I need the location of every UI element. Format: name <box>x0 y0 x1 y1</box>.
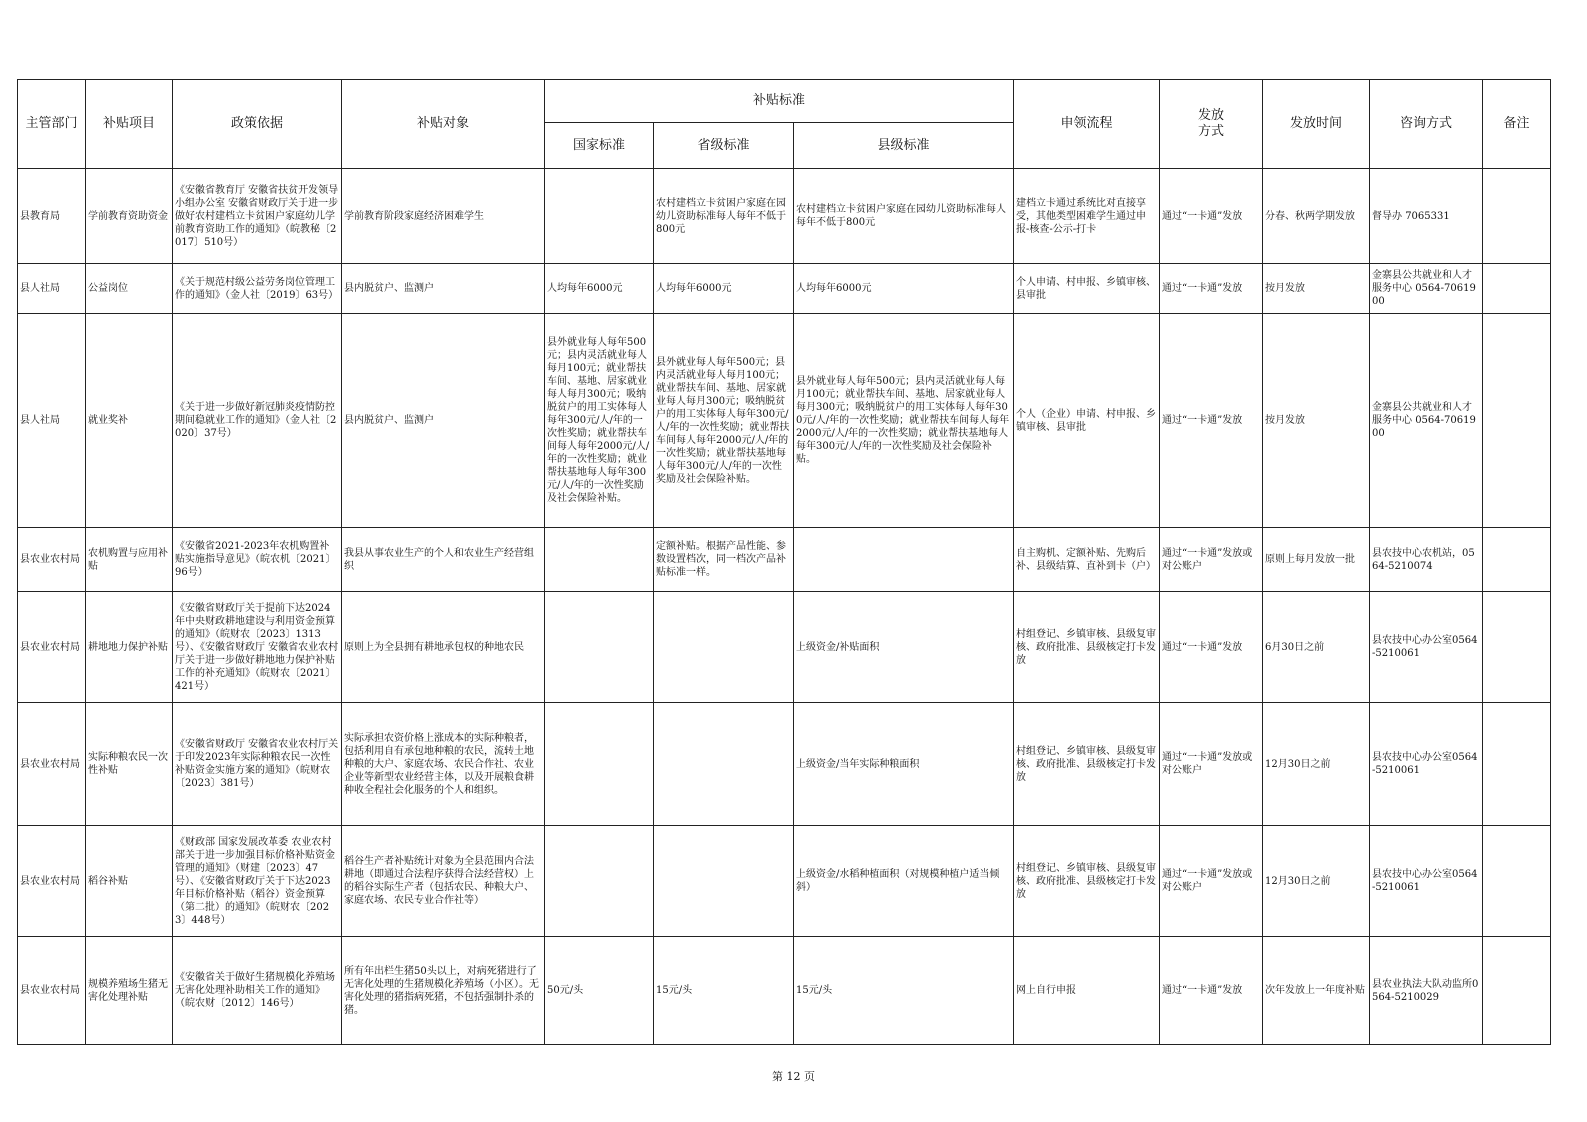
cell-method: 通过“一卡通”发放 <box>1160 592 1263 703</box>
cell-county: 农村建档立卡贫困户家庭在园幼儿资助标准每人每年不低于800元 <box>794 169 1014 264</box>
cell-national: 50元/头 <box>545 937 654 1045</box>
cell-contact: 金寨县公共就业和人才服务中心 0564-7061900 <box>1370 264 1483 314</box>
cell-dept: 县农业农村局 <box>18 528 86 592</box>
cell-method: 通过“一卡通”发放或对公账户 <box>1160 826 1263 937</box>
cell-item: 规模养殖场生猪无害化处理补贴 <box>86 937 173 1045</box>
table-row <box>18 592 1551 703</box>
header-process: 申领流程 <box>1014 80 1160 169</box>
cell-item: 稻谷补贴 <box>86 826 173 937</box>
header-dept: 主管部门 <box>18 80 86 169</box>
cell-provincial <box>654 826 794 937</box>
cell-contact: 督导办 7065331 <box>1370 169 1483 264</box>
cell-item: 学前教育资助资金 <box>86 169 173 264</box>
header-item: 补贴项目 <box>86 80 173 169</box>
cell-county: 人均每年6000元 <box>794 264 1014 314</box>
cell-remark <box>1483 528 1551 592</box>
cell-national <box>545 826 654 937</box>
cell-time: 6月30日之前 <box>1263 592 1370 703</box>
cell-county: 15元/头 <box>794 937 1014 1045</box>
cell-county: 县外就业每人每年500元；县内灵活就业每人每月100元；就业帮扶车间、基地、居家就业每人每月300元；吸纳脱贫户的用工实体每人每年300元/人/年的一次性奖励；就业帮扶车间每人每年2000元/人/年的一次性奖励；就业帮扶基地每人每年300元/人/年的一次性奖励及社会保险补贴。 <box>794 314 1014 528</box>
cell-time: 次年发放上一年度补贴 <box>1263 937 1370 1045</box>
cell-county: 上级资金/当年实际种粮面积 <box>794 703 1014 826</box>
header-national: 国家标准 <box>545 123 654 169</box>
cell-remark <box>1483 937 1551 1045</box>
cell-time: 12月30日之前 <box>1263 826 1370 937</box>
cell-method: 通过“一卡通”发放或对公账户 <box>1160 528 1263 592</box>
cell-dept: 县人社局 <box>18 314 86 528</box>
cell-process: 自主购机、定额补贴、先购后补、县级结算、直补到卡（户） <box>1014 528 1160 592</box>
cell-remark <box>1483 264 1551 314</box>
cell-item: 就业奖补 <box>86 314 173 528</box>
cell-target: 县内脱贫户、监测户 <box>342 264 545 314</box>
cell-policy: 《关于规范村级公益劳务岗位管理工作的通知》（金人社〔2019〕63号） <box>173 264 342 314</box>
cell-national: 县外就业每人每年500元；县内灵活就业每人每月100元；就业帮扶车间、基地、居家就业每人每月300元；吸纳脱贫户的用工实体每人每年300元/人/年的一次性奖励；就业帮扶车间每人每年2000元/人/年的一次性奖励；就业帮扶基地每人每年300元/人/年的一次性奖励及社会保险补贴。 <box>545 314 654 528</box>
cell-provincial <box>654 703 794 826</box>
table-row <box>18 264 1551 314</box>
cell-item: 实际种粮农民一次性补贴 <box>86 703 173 826</box>
cell-method: 通过“一卡通”发放或对公账户 <box>1160 703 1263 826</box>
cell-national: 人均每年6000元 <box>545 264 654 314</box>
cell-contact: 金寨县公共就业和人才服务中心 0564-7061900 <box>1370 314 1483 528</box>
cell-time: 12月30日之前 <box>1263 703 1370 826</box>
cell-process: 村组登记、乡镇审核、县级复审核、政府批准、县级核定打卡发放 <box>1014 703 1160 826</box>
cell-dept: 县教育局 <box>18 169 86 264</box>
header-county: 县级标准 <box>794 123 1014 169</box>
cell-policy: 《安徽省财政厅关于提前下达2024年中央财政耕地建设与利用资金预算的通知》（皖财农〔2023〕1313号）、《安徽省财政厅 安徽省农业农村厅关于进一步做好耕地地力保护补贴工作的补充通知》（皖财农〔2021〕421号） <box>173 592 342 703</box>
cell-item: 农机购置与应用补贴 <box>86 528 173 592</box>
cell-policy: 《安徽省财政厅 安徽省农业农村厅关于印发2023年实际种粮农民一次性补贴资金实施方案的通知》（皖财农〔2023〕381号） <box>173 703 342 826</box>
cell-provincial: 县外就业每人每年500元；县内灵活就业每人每月100元；就业帮扶车间、基地、居家就业每人每月300元；吸纳脱贫户的用工实体每人每年300元/人/年的一次性奖励；就业帮扶车间每人每年2000元/人/年的一次性奖励；就业帮扶基地每人每年300元/人/年的一次性奖励及社会保险补贴。 <box>654 314 794 528</box>
cell-target: 实际承担农资价格上涨成本的实际种粮者，包括利用自有承包地种粮的农民，流转土地种粮的大户、家庭农场、农民合作社、农业企业等新型农业经营主体，以及开展粮食耕种收全程社会化服务的个人和组织。 <box>342 703 545 826</box>
cell-process: 村组登记、乡镇审核、县级复审核、政府批准、县级核定打卡发放 <box>1014 592 1160 703</box>
cell-process: 村组登记、乡镇审核、县级复审核、政府批准、县级核定打卡发放 <box>1014 826 1160 937</box>
cell-county: 上级资金/补贴面积 <box>794 592 1014 703</box>
header-method: 发放 方式 <box>1160 80 1263 169</box>
cell-contact: 县农技中心农机站，0564-5210074 <box>1370 528 1483 592</box>
table-row <box>18 703 1551 826</box>
cell-national <box>545 703 654 826</box>
cell-provincial: 15元/头 <box>654 937 794 1045</box>
cell-contact: 县农技中心办公室0564-5210061 <box>1370 703 1483 826</box>
page-number: 第 12 页 <box>772 1070 815 1083</box>
header-provincial: 省级标准 <box>654 123 794 169</box>
cell-provincial: 人均每年6000元 <box>654 264 794 314</box>
cell-contact: 县农技中心办公室0564-5210061 <box>1370 592 1483 703</box>
table-row <box>18 169 1551 264</box>
cell-policy: 《安徽省2021-2023年农机购置补贴实施指导意见》（皖农机〔2021〕96号） <box>173 528 342 592</box>
cell-time: 按月发放 <box>1263 264 1370 314</box>
cell-national <box>545 592 654 703</box>
header-contact: 咨询方式 <box>1370 80 1483 169</box>
cell-item: 公益岗位 <box>86 264 173 314</box>
cell-provincial: 定额补贴。根据产品性能、参数设置档次，同一档次产品补贴标准一样。 <box>654 528 794 592</box>
cell-contact: 县农技中心办公室0564-5210061 <box>1370 826 1483 937</box>
cell-dept: 县人社局 <box>18 264 86 314</box>
cell-policy: 《安徽省教育厅 安徽省扶贫开发领导小组办公室 安徽省财政厅关于进一步做好农村建档立卡贫困户家庭幼儿学前教育资助工作的通知》（皖教秘〔2017〕510号） <box>173 169 342 264</box>
table-row <box>18 937 1551 1045</box>
cell-time: 原则上每月发放一批 <box>1263 528 1370 592</box>
cell-policy: 《安徽省关于做好生猪规模化养殖场无害化处理补助相关工作的通知》（皖农财〔2012〕146号） <box>173 937 342 1045</box>
cell-dept: 县农业农村局 <box>18 703 86 826</box>
cell-method: 通过“一卡通”发放 <box>1160 937 1263 1045</box>
header-remark: 备注 <box>1483 80 1551 169</box>
cell-policy: 《关于进一步做好新冠肺炎疫情防控期间稳就业工作的通知》（金人社〔2020〕37号） <box>173 314 342 528</box>
cell-target: 县内脱贫户、监测户 <box>342 314 545 528</box>
cell-process: 个人（企业）申请、村申报、乡镇审核、县审批 <box>1014 314 1160 528</box>
cell-dept: 县农业农村局 <box>18 937 86 1045</box>
cell-remark <box>1483 169 1551 264</box>
cell-target: 稻谷生产者补贴统计对象为全县范围内合法耕地（即通过合法程序获得合法经营权）上的稻谷实际生产者（包括农民、种粮大户、家庭农场、农民专业合作社等） <box>342 826 545 937</box>
cell-provincial: 农村建档立卡贫困户家庭在园幼儿资助标准每人每年不低于800元 <box>654 169 794 264</box>
cell-national <box>545 169 654 264</box>
table-row <box>18 826 1551 937</box>
cell-policy: 《财政部 国家发展改革委 农业农村部关于进一步加强目标价格补贴资金管理的通知》（财建〔2023〕47号）、《安徽省财政厅关于下达2023年目标价格补贴（稻谷）资金预算（第二批）的通知》（皖财农〔2023〕448号） <box>173 826 342 937</box>
cell-time: 分春、秋两学期发放 <box>1263 169 1370 264</box>
cell-remark <box>1483 826 1551 937</box>
cell-provincial <box>654 592 794 703</box>
cell-target: 学前教育阶段家庭经济困难学生 <box>342 169 545 264</box>
table-row <box>18 314 1551 528</box>
cell-method: 通过“一卡通”发放 <box>1160 169 1263 264</box>
cell-target: 原则上为全县拥有耕地承包权的种地农民 <box>342 592 545 703</box>
header-policy: 政策依据 <box>173 80 342 169</box>
cell-county <box>794 528 1014 592</box>
cell-dept: 县农业农村局 <box>18 826 86 937</box>
cell-remark <box>1483 314 1551 528</box>
header-standard: 补贴标准 <box>545 80 1014 123</box>
header-target: 补贴对象 <box>342 80 545 169</box>
cell-contact: 县农业执法大队动监所0564-5210029 <box>1370 937 1483 1045</box>
cell-time: 按月发放 <box>1263 314 1370 528</box>
cell-item: 耕地地力保护补贴 <box>86 592 173 703</box>
cell-national <box>545 528 654 592</box>
table-row <box>18 528 1551 592</box>
cell-process: 建档立卡通过系统比对直接享受，其他类型困难学生通过申报-核查-公示-打卡 <box>1014 169 1160 264</box>
cell-process: 个人申请、村申报、乡镇审核、县审批 <box>1014 264 1160 314</box>
cell-remark <box>1483 703 1551 826</box>
cell-remark <box>1483 592 1551 703</box>
subsidy-table <box>17 79 1551 1045</box>
cell-dept: 县农业农村局 <box>18 592 86 703</box>
cell-target: 所有年出栏生猪50头以上，对病死猪进行了无害化处理的生猪规模化养殖场（小区）。无害化处理的猪指病死猪，不包括强制扑杀的猪。 <box>342 937 545 1045</box>
cell-target: 我县从事农业生产的个人和农业生产经营组织 <box>342 528 545 592</box>
cell-process: 网上自行申报 <box>1014 937 1160 1045</box>
cell-method: 通过“一卡通”发放 <box>1160 264 1263 314</box>
header-time: 发放时间 <box>1263 80 1370 169</box>
cell-method: 通过“一卡通”发放 <box>1160 314 1263 528</box>
cell-county: 上级资金/水稻种植面积（对规模种植户适当倾斜） <box>794 826 1014 937</box>
